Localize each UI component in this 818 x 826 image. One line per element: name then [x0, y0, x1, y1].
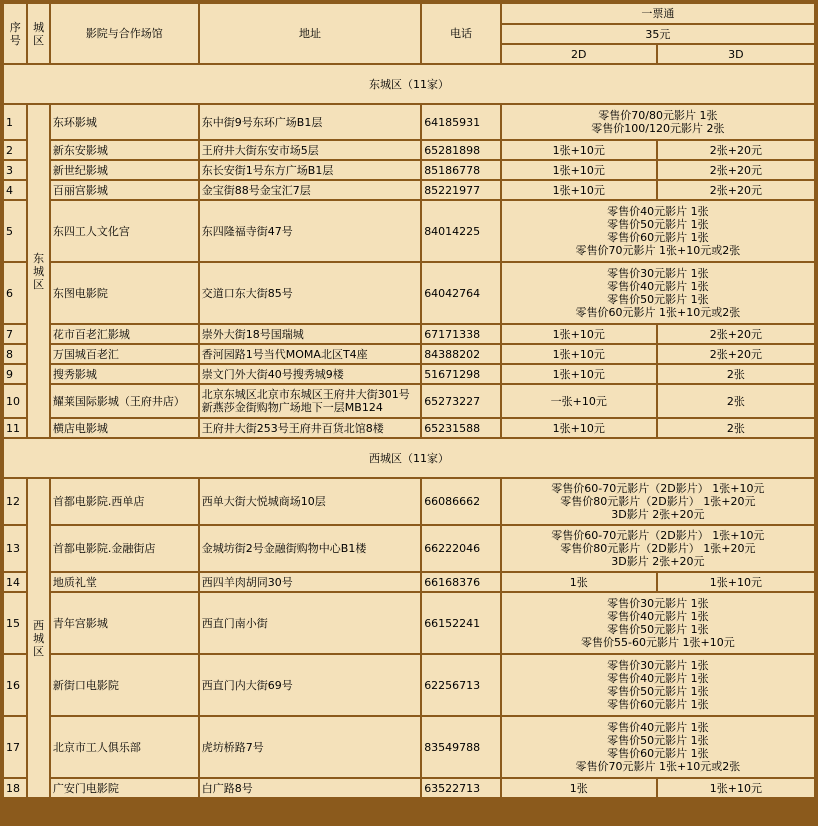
cinema-name: 搜秀影城: [51, 365, 198, 383]
table-row: [4, 201, 814, 261]
cinema-phone: 65273227: [422, 385, 500, 417]
cinema-phone: 84388202: [422, 345, 500, 363]
cinema-address: 西直门南小街: [200, 593, 420, 653]
cinema-address: 西四羊肉胡同30号: [200, 573, 420, 591]
cinema-name: 百丽宫影城: [51, 181, 198, 199]
cinema-name: 青年宫影城: [51, 593, 198, 653]
price-rules: 零售价30元影片 1张 零售价40元影片 1张 零售价50元影片 1张 零售价60元影片 1张: [502, 655, 814, 715]
row-number: 2: [4, 141, 26, 159]
cinema-phone: 64185931: [422, 105, 500, 139]
cinema-phone: 65281898: [422, 141, 500, 159]
cinema-phone: 85221977: [422, 181, 500, 199]
cinema-name: 万国城百老汇: [51, 345, 198, 363]
cinema-name: 花市百老汇影城: [51, 325, 198, 343]
cinema-phone: 51671298: [422, 365, 500, 383]
header-ticket: 一票通: [502, 4, 814, 23]
row-number: 1: [4, 105, 26, 139]
cinema-address: 金城坊街2号金融街购物中心B1楼: [200, 526, 420, 571]
cinema-address: 西直门内大街69号: [200, 655, 420, 715]
cinema-address: 白广路8号: [200, 779, 420, 797]
table-row: [4, 161, 814, 179]
price-3d: 2张+20元: [658, 181, 814, 199]
price-2d: 1张+10元: [502, 325, 656, 343]
cinema-address: 金宝街88号金宝汇7层: [200, 181, 420, 199]
cinema-name: 新世纪影城: [51, 161, 198, 179]
cinema-phone: 83549788: [422, 717, 500, 777]
price-2d: 1张+10元: [502, 141, 656, 159]
row-number: 16: [4, 655, 26, 715]
price-3d: 2张+20元: [658, 325, 814, 343]
cinema-phone: 66152241: [422, 593, 500, 653]
cinema-phone: 66222046: [422, 526, 500, 571]
cinema-name: 首都电影院.西单店: [51, 479, 198, 524]
price-3d: 2张+20元: [658, 161, 814, 179]
price-2d: 一张+10元: [502, 385, 656, 417]
table-body: [4, 4, 814, 797]
price-3d: 2张: [658, 365, 814, 383]
table-row: [4, 263, 814, 323]
cinema-address: 王府井大街东安市场5层: [200, 141, 420, 159]
price-3d: 2张: [658, 419, 814, 437]
row-number: 13: [4, 526, 26, 571]
cinema-phone: 84014225: [422, 201, 500, 261]
cinema-address: 王府井大街253号王府井百货北馆8楼: [200, 419, 420, 437]
table-row: [4, 479, 814, 524]
row-number: 7: [4, 325, 26, 343]
row-number: 6: [4, 263, 26, 323]
price-3d: 1张+10元: [658, 779, 814, 797]
header-2d: 2D: [502, 45, 656, 63]
row-number: 12: [4, 479, 26, 524]
price-2d: 1张+10元: [502, 161, 656, 179]
cinema-price-table: [2, 2, 816, 799]
cinema-address: 北京东城区北京市东城区王府井大街301号新燕莎金街购物广场地下一层MB124: [200, 385, 420, 417]
cinema-name: 首都电影院.金融街店: [51, 526, 198, 571]
cinema-address: 东四隆福寺街47号: [200, 201, 420, 261]
header-district: 城区: [28, 4, 48, 63]
row-number: 8: [4, 345, 26, 363]
section-title: 东城区（11家）: [4, 65, 814, 103]
cinema-phone: 66168376: [422, 573, 500, 591]
cinema-address: 崇文门外大街40号搜秀城9楼: [200, 365, 420, 383]
header-address: 地址: [200, 4, 420, 63]
table-row: [4, 181, 814, 199]
table-row: [4, 655, 814, 715]
cinema-name: 耀莱国际影城（王府井店）: [51, 385, 198, 417]
row-number: 17: [4, 717, 26, 777]
price-2d: 1张: [502, 573, 656, 591]
cinema-name: 东环影城: [51, 105, 198, 139]
cinema-phone: 65231588: [422, 419, 500, 437]
cinema-phone: 66086662: [422, 479, 500, 524]
cinema-name: 横店电影城: [51, 419, 198, 437]
cinema-phone: 64042764: [422, 263, 500, 323]
district-label: 西城区: [28, 479, 48, 797]
row-number: 10: [4, 385, 26, 417]
price-rules: 零售价30元影片 1张 零售价40元影片 1张 零售价50元影片 1张 零售价60元影片 1张+10元或2张: [502, 263, 814, 323]
cinema-name: 东图电影院: [51, 263, 198, 323]
table-row: [4, 105, 814, 139]
row-number: 3: [4, 161, 26, 179]
table-row: [4, 717, 814, 777]
header-3d: 3D: [658, 45, 814, 63]
price-rules: 零售价40元影片 1张 零售价50元影片 1张 零售价60元影片 1张 零售价70元影片 1张+10元或2张: [502, 717, 814, 777]
cinema-address: 香河园路1号当代MOMA北区T4座: [200, 345, 420, 363]
table-row: [4, 573, 814, 591]
cinema-phone: 67171338: [422, 325, 500, 343]
price-rules: 零售价60-70元影片（2D影片） 1张+10元 零售价80元影片（2D影片） 1张+20元 3D影片 2张+20元: [502, 479, 814, 524]
row-number: 11: [4, 419, 26, 437]
cinema-phone: 62256713: [422, 655, 500, 715]
price-rules: 零售价30元影片 1张 零售价40元影片 1张 零售价50元影片 1张 零售价55-60元影片 1张+10元: [502, 593, 814, 653]
price-2d: 1张: [502, 779, 656, 797]
table-row: [4, 345, 814, 363]
table-row: [4, 365, 814, 383]
price-rules: 零售价60-70元影片（2D影片） 1张+10元 零售价80元影片（2D影片） 1张+20元 3D影片 2张+20元: [502, 526, 814, 571]
cinema-name: 新街口电影院: [51, 655, 198, 715]
cinema-name: 广安门电影院: [51, 779, 198, 797]
table-row: [4, 526, 814, 571]
cinema-name: 新东安影城: [51, 141, 198, 159]
cinema-address: 东长安街1号东方广场B1层: [200, 161, 420, 179]
cinema-address: 西单大街大悦城商场10层: [200, 479, 420, 524]
row-number: 9: [4, 365, 26, 383]
table-row: [4, 779, 814, 797]
cinema-address: 虎坊桥路7号: [200, 717, 420, 777]
cinema-name: 地质礼堂: [51, 573, 198, 591]
header-price: 35元: [502, 25, 814, 43]
section-title: 西城区（11家）: [4, 439, 814, 477]
price-2d: 1张+10元: [502, 365, 656, 383]
price-rules: 零售价70/80元影片 1张 零售价100/120元影片 2张: [502, 105, 814, 139]
cinema-address: 东中街9号东环广场B1层: [200, 105, 420, 139]
row-number: 4: [4, 181, 26, 199]
table-row: [4, 385, 814, 417]
header-cinema: 影院与合作场馆: [51, 4, 198, 63]
price-3d: 2张+20元: [658, 141, 814, 159]
price-3d: 2张: [658, 385, 814, 417]
cinema-name: 东四工人文化宫: [51, 201, 198, 261]
row-number: 15: [4, 593, 26, 653]
price-2d: 1张+10元: [502, 419, 656, 437]
price-rules: 零售价40元影片 1张 零售价50元影片 1张 零售价60元影片 1张 零售价70元影片 1张+10元或2张: [502, 201, 814, 261]
row-number: 5: [4, 201, 26, 261]
cinema-phone: 63522713: [422, 779, 500, 797]
row-number: 14: [4, 573, 26, 591]
header-phone: 电话: [422, 4, 500, 63]
district-label: 东城区: [28, 105, 48, 437]
cinema-phone: 85186778: [422, 161, 500, 179]
price-2d: 1张+10元: [502, 345, 656, 363]
table-row: [4, 325, 814, 343]
header-no: 序号: [4, 4, 26, 63]
cinema-name: 北京市工人俱乐部: [51, 717, 198, 777]
cinema-address: 交道口东大街85号: [200, 263, 420, 323]
cinema-address: 崇外大街18号国瑞城: [200, 325, 420, 343]
table-row: [4, 593, 814, 653]
price-2d: 1张+10元: [502, 181, 656, 199]
price-3d: 2张+20元: [658, 345, 814, 363]
row-number: 18: [4, 779, 26, 797]
table-row: [4, 419, 814, 437]
price-3d: 1张+10元: [658, 573, 814, 591]
table-row: [4, 141, 814, 159]
